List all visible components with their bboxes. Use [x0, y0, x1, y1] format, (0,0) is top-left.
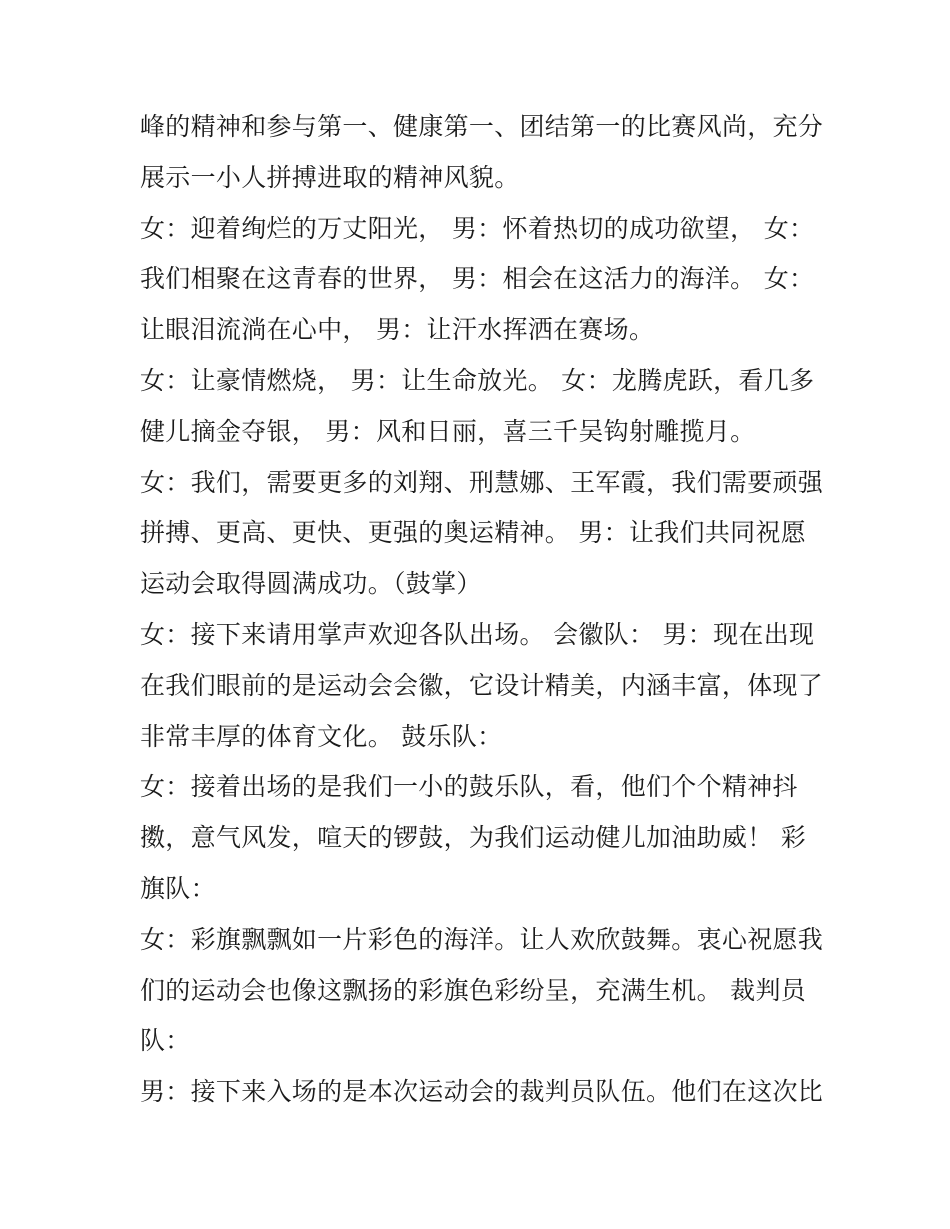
text-line: 非常丰厚的体育文化。 鼓乐队： — [140, 721, 503, 751]
text-line: 我们相聚在这青春的世界， 男：相会在这活力的海洋。 女： — [140, 264, 815, 294]
document-body — [140, 102, 824, 1118]
text-line: 让眼泪流淌在心中， 男：让汗水挥洒在赛场。 — [140, 315, 655, 345]
text-line: 女：迎着绚烂的万丈阳光， 男：怀着热切的成功欲望， 女： — [140, 213, 815, 243]
text-line: 健儿摘金夺银， 男：风和日丽，喜三千吴钩射雕揽月。 — [140, 416, 756, 446]
text-line: 峰的精神和参与第一、健康第一、团结第一的比赛风尚，充分 — [140, 112, 824, 141]
text-line: 女：让豪情燃烧， 男：让生命放光。 女：龙腾虎跃，看几多 — [140, 365, 815, 395]
text-line: 在我们眼前的是运动会会徽，它设计精美，内涵丰富，体现了 — [140, 670, 824, 700]
text-line: 队： — [140, 1026, 191, 1056]
text-line: 女：我们，需要更多的刘翔、刑慧娜、王军霞，我们需要顽强 — [140, 467, 824, 497]
text-line: 擞，意气风发，喧天的锣鼓，为我们运动健儿加油助威！ 彩 — [140, 823, 807, 853]
text-line: 女：接着出场的是我们一小的鼓乐队，看，他们个个精神抖 — [140, 772, 798, 802]
text-line: 运动会取得圆满成功。（鼓掌） — [140, 569, 482, 599]
text-line: 拼搏、更高、更快、更强的奥运精神。 男：让我们共同祝愿 — [140, 518, 807, 548]
text-line: 展示一小人拼搏进取的精神风貌。 — [140, 162, 520, 192]
text-line: 女：彩旗飘飘如一片彩色的海洋。让人欢欣鼓舞。衷心祝愿我 — [140, 924, 824, 954]
text-line: 女：接下来请用掌声欢迎各队出场。 会徽队： 男：现在出现 — [140, 619, 815, 649]
text-line: 男：接下来入场的是本次运动会的裁判员队伍。他们在这次比 — [140, 1077, 824, 1107]
text-line: 们的运动会也像这飘扬的彩旗色彩纷呈，充满生机。 裁判员 — [140, 975, 807, 1005]
text-line: 旗队： — [140, 873, 216, 903]
